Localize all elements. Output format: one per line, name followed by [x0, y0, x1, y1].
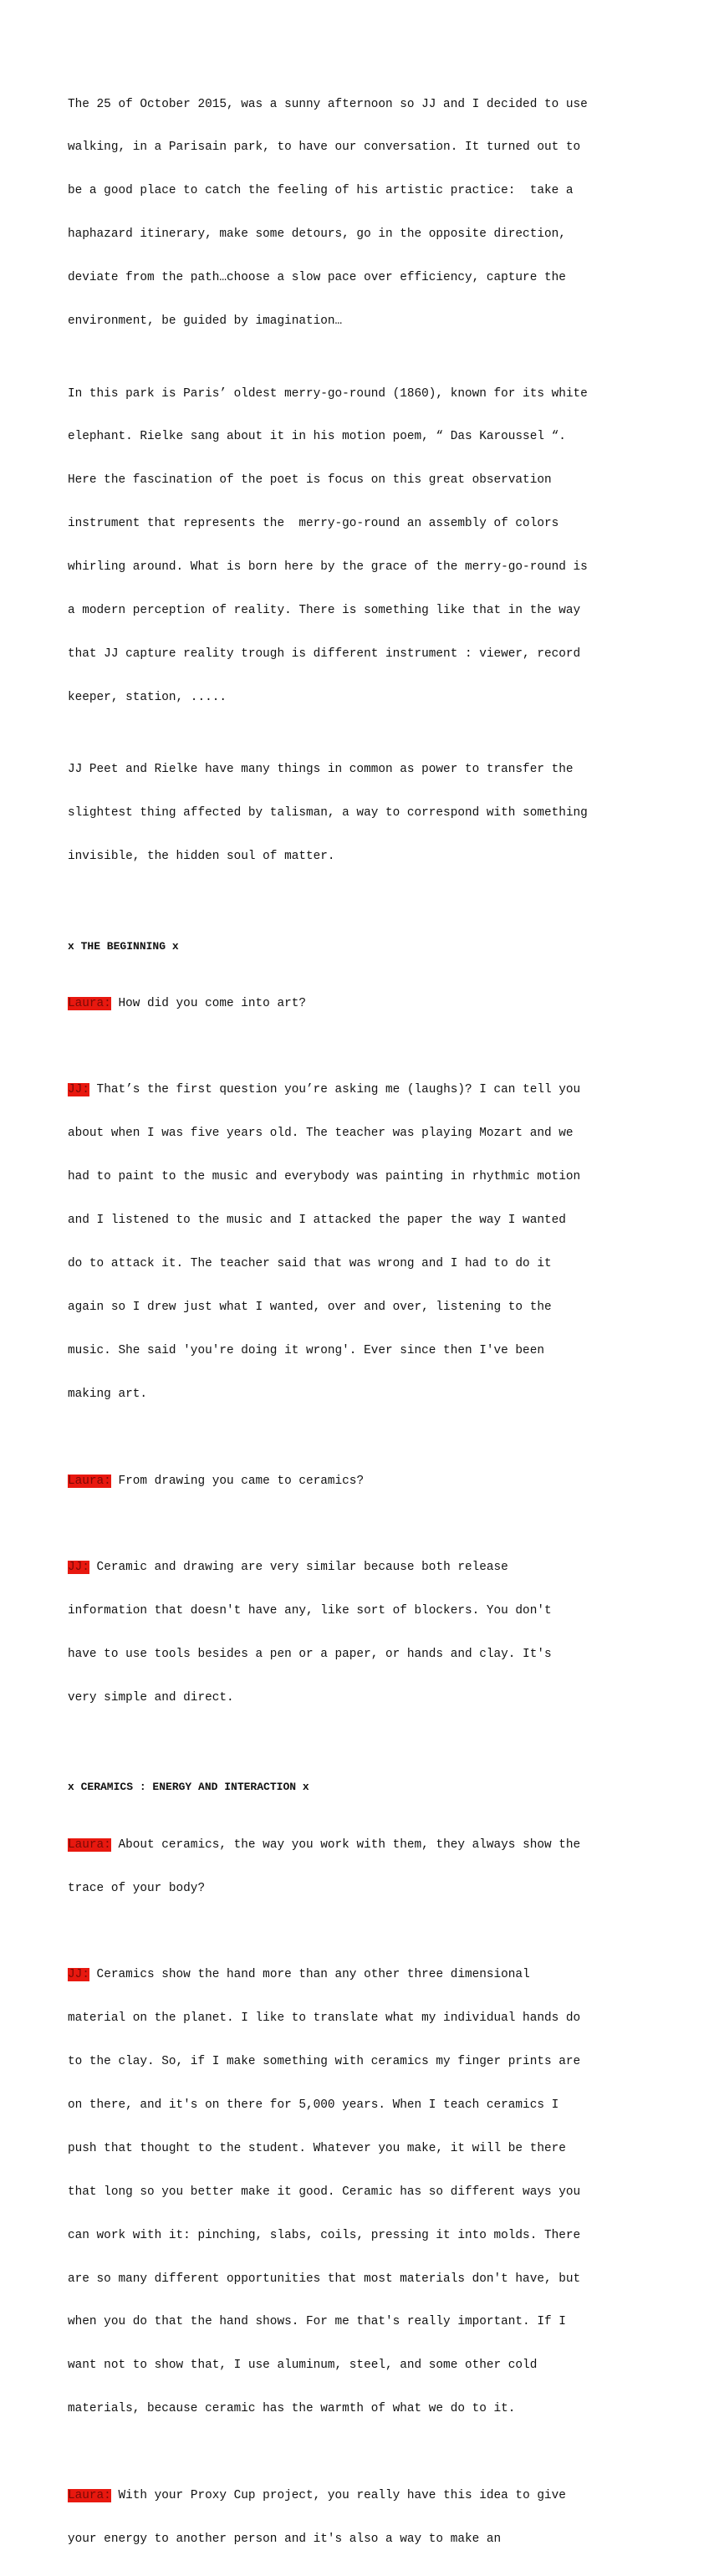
text-line: The 25 of October 2015, was a sunny afternoon so JJ and I decided to use: [68, 97, 588, 111]
text-line: about when I was five years old. The teacher was playing Mozart and we: [68, 1127, 574, 1141]
section-heading-ceramics: x CERAMICS : ENERGY AND INTERACTION x: [68, 1781, 309, 1794]
text-line: deviate from the path…choose a slow pace over efficiency, capture the: [68, 271, 566, 285]
section-heading-beginning: x THE BEGINNING x: [68, 939, 179, 953]
text-line: a modern perception of reality. There is something like that in the way: [68, 603, 581, 617]
text-line: haphazard itinerary, make some detours, go in the opposite direction,: [68, 227, 566, 242]
answer-block: [68, 1055, 645, 1431]
text-line: and I listened to the music and I attacked the paper the way I wanted: [68, 1214, 566, 1228]
answer-text: Ceramics show the hand more than any other three dimensional: [89, 1968, 530, 1982]
speaker-label: Laura:: [68, 1474, 111, 1488]
text-line: environment, be guided by imagination…: [68, 314, 343, 329]
speaker-label: JJ:: [68, 1968, 89, 1982]
text-line: that long so you better make it good. Ceramic has so different ways you: [68, 2185, 581, 2199]
text-line: again so I drew just what I wanted, over and over, listening to the: [68, 1300, 552, 1314]
text-line: slightest thing affected by talisman, a way to correspond with something: [68, 806, 588, 820]
speaker-label: JJ:: [68, 1561, 89, 1575]
intro-paragraph-1: [68, 69, 645, 358]
text-line: be a good place to catch the feeling of his artistic practice: take a: [68, 184, 574, 198]
speaker-label: JJ:: [68, 1083, 89, 1097]
text-line: that JJ capture reality trough is different instrument : viewer, record: [68, 647, 581, 661]
answer-block: [68, 1940, 645, 2446]
intro-paragraph-2: [68, 358, 645, 734]
answer-text: Ceramic and drawing are very similar because both release: [89, 1561, 508, 1575]
text-line: making art.: [68, 1387, 147, 1401]
text-line: Here the fascination of the poet is focus on this great observation: [68, 473, 552, 488]
text-line: trace of your body?: [68, 1881, 206, 1895]
text-line: material on the planet. I like to translate what my individual hands do: [68, 2011, 581, 2026]
text-line: information that doesn't have any, like sort of blockers. You don't: [68, 1604, 552, 1618]
text-line: walking, in a Parisain park, to have our conversation. It turned out to: [68, 141, 581, 155]
text-line: when you do that the hand shows. For me that's really important. If I: [68, 2315, 566, 2329]
text-line: want not to show that, I use aluminum, steel, and some other cold: [68, 2359, 538, 2373]
text-line: invisible, the hidden soul of matter.: [68, 850, 335, 864]
question-text: How did you come into art?: [110, 996, 306, 1010]
text-line: [68, 1561, 645, 1575]
text-line: music. She said 'you're doing it wrong'. Ever since then I've been: [68, 1343, 544, 1357]
text-line: keeper, station, .....: [68, 690, 227, 704]
text-line: elephant. Rielke sang about it in his motion poem, “ Das Karoussel “.: [68, 430, 566, 444]
question-block: [68, 2460, 645, 2575]
text-line: [68, 1838, 645, 1853]
answer-text: That’s the first question you’re asking me (laughs)? I can tell you: [89, 1083, 581, 1097]
text-line: whirling around. What is born here by the grace of the merry-go-round is: [68, 560, 588, 575]
question-block: [68, 968, 645, 1040]
text-line: [68, 997, 645, 1011]
text-line: In this park is Paris’ oldest merry-go-round (1860), known for its white: [68, 386, 588, 401]
text-line: on there, and it's on there for 5,000 years. When I teach ceramics I: [68, 2098, 559, 2112]
text-line: [68, 2489, 645, 2503]
text-line: [68, 1475, 645, 1489]
text-line: to the clay. So, if I make something with ceramics my finger prints are: [68, 2055, 581, 2069]
question-text: With your Proxy Cup project, you really have this idea to give: [110, 2488, 566, 2502]
text-line: very simple and direct.: [68, 1690, 234, 1705]
text-line: push that thought to the student. Whatever you make, it will be there: [68, 2141, 566, 2155]
text-line: JJ Peet and Rielke have many things in common as power to transfer the: [68, 763, 574, 777]
text-line: [68, 1968, 645, 1982]
text-line: your energy to another person and it's also a way to make an: [68, 2532, 502, 2546]
text-line: instrument that represents the merry-go-round an assembly of colors: [68, 517, 559, 531]
text-line: had to paint to the music and everybody was painting in rhythmic motion: [68, 1170, 581, 1184]
speaker-label: Laura:: [68, 996, 111, 1010]
speaker-label: Laura:: [68, 2488, 111, 2502]
text-line: have to use tools besides a pen or a paper, or hands and clay. It's: [68, 1648, 552, 1662]
text-line: do to attack it. The teacher said that was wrong and I had to do it: [68, 1257, 552, 1271]
text-line: are so many different opportunities that most materials don't have, but: [68, 2272, 581, 2286]
question-block: [68, 1445, 645, 1517]
answer-block: [68, 1532, 645, 1735]
question-text: From drawing you came to ceramics?: [110, 1474, 365, 1488]
text-line: can work with it: pinching, slabs, coils, pressing it into molds. There: [68, 2228, 581, 2242]
question-block: [68, 1809, 645, 1924]
text-line: materials, because ceramic has the warmth of what we do to it.: [68, 2402, 516, 2416]
speaker-label: Laura:: [68, 1837, 111, 1852]
question-text: About ceramics, the way you work with them, they always show the: [110, 1837, 581, 1852]
document-page: [68, 69, 645, 2576]
text-line: [68, 1083, 645, 1097]
intro-paragraph-3: [68, 734, 645, 893]
